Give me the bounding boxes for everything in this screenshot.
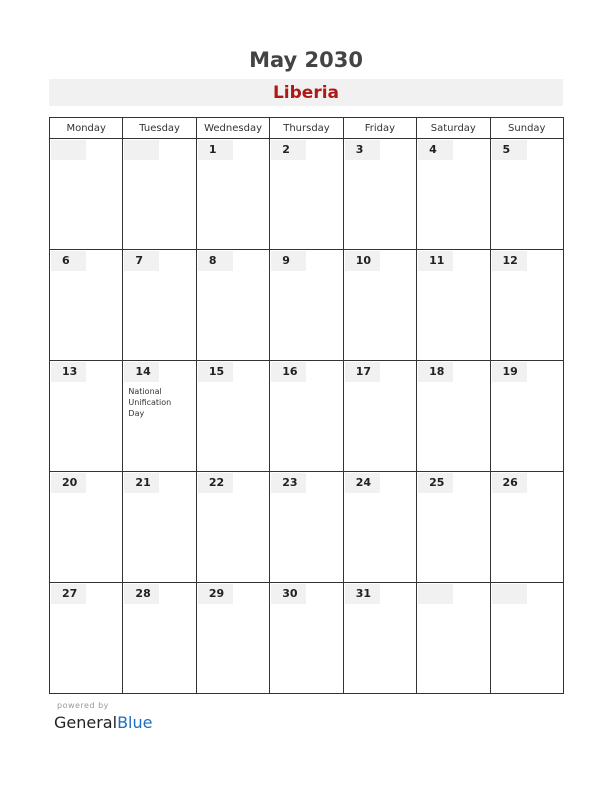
day-cell (123, 583, 196, 694)
day-cell (270, 139, 343, 250)
weekday-header: Saturday (417, 118, 490, 139)
weekday-header: Friday (343, 118, 416, 139)
day-number: 25 (418, 473, 453, 493)
week-row (50, 250, 564, 361)
day-number: 28 (124, 584, 159, 604)
generalblue-logo[interactable] (54, 713, 152, 732)
day-cell (270, 361, 343, 472)
day-cell (270, 250, 343, 361)
weekday-header: Wednesday (196, 118, 269, 139)
day-cell (417, 583, 490, 694)
day-cell (123, 250, 196, 361)
day-cell (50, 250, 123, 361)
day-number: 6 (51, 251, 86, 271)
day-cell (343, 250, 416, 361)
day-number: 17 (345, 362, 380, 382)
day-cell (417, 139, 490, 250)
weekday-header: Tuesday (123, 118, 196, 139)
week-row (50, 139, 564, 250)
day-number: 11 (418, 251, 453, 271)
day-cell (417, 250, 490, 361)
brand-general-text: General (54, 713, 118, 732)
day-cell (50, 361, 123, 472)
day-cell (343, 139, 416, 250)
week-row (50, 361, 564, 472)
day-number: 16 (271, 362, 306, 382)
day-number: 12 (492, 251, 527, 271)
day-cell (490, 472, 563, 583)
day-cell (417, 361, 490, 472)
calendar-grid (49, 117, 564, 694)
day-number: 2 (271, 140, 306, 160)
day-number: 18 (418, 362, 453, 382)
day-number: 21 (124, 473, 159, 493)
day-number: 4 (418, 140, 453, 160)
day-cell (123, 472, 196, 583)
day-cell (196, 250, 269, 361)
day-cell (196, 583, 269, 694)
day-cell (196, 361, 269, 472)
day-cell (270, 472, 343, 583)
day-number: 22 (198, 473, 233, 493)
day-number: 10 (345, 251, 380, 271)
country-banner (49, 79, 563, 106)
weekday-header-row (50, 118, 564, 139)
day-number: 3 (345, 140, 380, 160)
day-number: 24 (345, 473, 380, 493)
weekday-header: Monday (50, 118, 123, 139)
day-cell (196, 472, 269, 583)
day-cell (343, 361, 416, 472)
day-cell (123, 361, 196, 472)
day-number: 15 (198, 362, 233, 382)
day-number: 9 (271, 251, 306, 271)
day-number: 29 (198, 584, 233, 604)
day-number: 5 (492, 140, 527, 160)
day-cell (196, 139, 269, 250)
day-number: 1 (198, 140, 233, 160)
week-row (50, 472, 564, 583)
weekday-header: Thursday (270, 118, 343, 139)
day-cell (490, 139, 563, 250)
day-number: 7 (124, 251, 159, 271)
country-name: Liberia (272, 83, 340, 103)
day-cell (50, 472, 123, 583)
day-cell (490, 583, 563, 694)
weekday-header: Sunday (490, 118, 563, 139)
day-number (492, 584, 527, 604)
day-cell (50, 583, 123, 694)
day-number (418, 584, 453, 604)
day-cell (123, 139, 196, 250)
day-cell (490, 250, 563, 361)
day-number: 20 (51, 473, 86, 493)
calendar-body (50, 139, 564, 694)
brand-blue-text: Blue (117, 713, 153, 732)
day-number (124, 140, 159, 160)
day-number: 13 (51, 362, 86, 382)
powered-by-label: powered by (57, 701, 109, 710)
week-row (50, 583, 564, 694)
day-cell (270, 583, 343, 694)
day-number: 19 (492, 362, 527, 382)
day-number: 23 (271, 473, 306, 493)
holiday-label: National Unification Day (128, 387, 172, 418)
day-number: 27 (51, 584, 86, 604)
day-number: 14 (124, 362, 159, 382)
day-cell (417, 472, 490, 583)
day-number: 30 (271, 584, 306, 604)
day-number: 31 (345, 584, 380, 604)
calendar-title: May 2030 (249, 48, 363, 72)
day-number (51, 140, 86, 160)
day-cell (490, 361, 563, 472)
day-number: 8 (198, 251, 233, 271)
day-cell (343, 583, 416, 694)
day-number: 26 (492, 473, 527, 493)
day-cell (50, 139, 123, 250)
day-cell (343, 472, 416, 583)
